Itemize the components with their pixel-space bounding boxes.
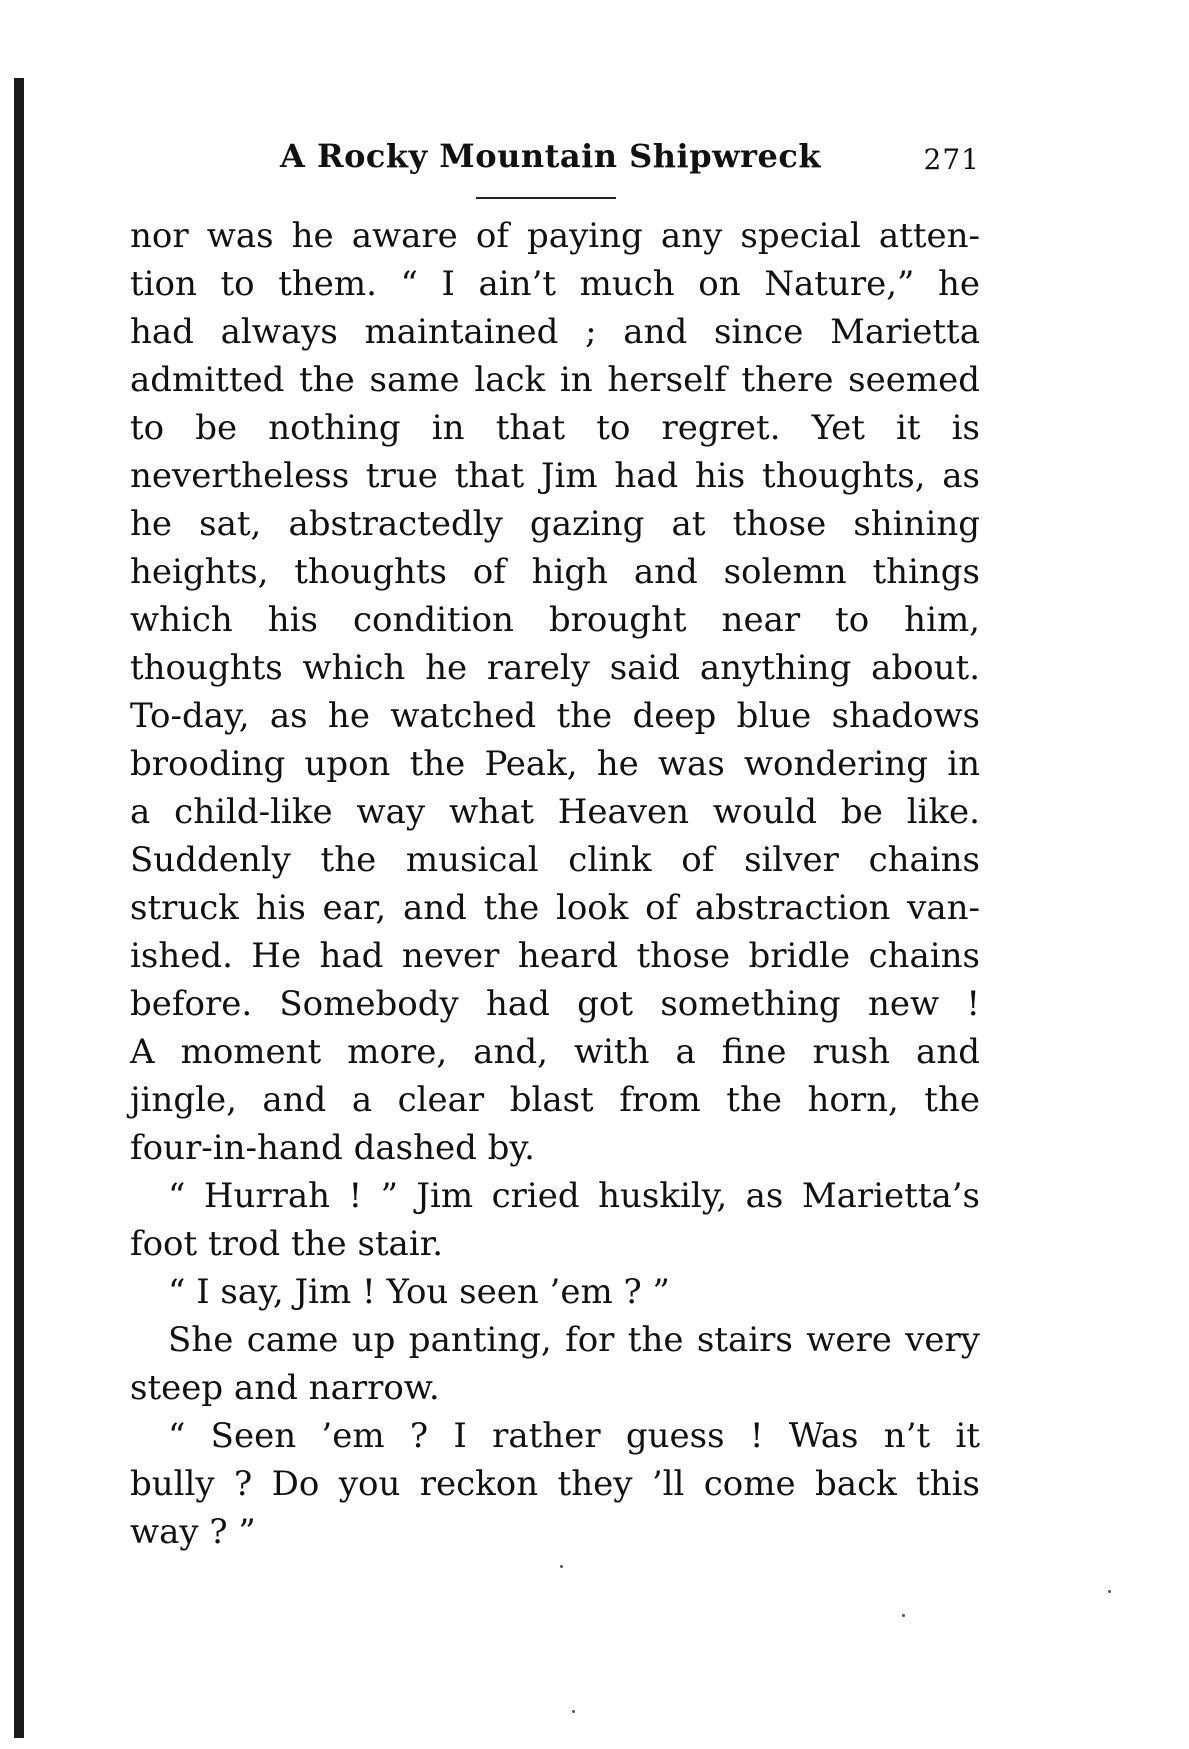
page-header (130, 137, 980, 177)
text-line: She came up panting, for the stairs were very (168, 1320, 980, 1360)
text-line: had always maintained ; and since Marietta (130, 312, 980, 352)
paper-speck (902, 1614, 905, 1617)
text-line: jingle, and a clear blast from the horn, the (130, 1080, 980, 1120)
text-line: admitted the same lack in herself there seemed (130, 360, 980, 400)
text-line: A moment more, and, with a fine rush and (130, 1032, 980, 1072)
text-line: he sat, abstractedly gazing at those shining (130, 504, 980, 544)
text-line: struck his ear, and the look of abstraction van- (130, 888, 980, 928)
dialogue-line: “ I say, Jim ! You seen ’em ? ” (168, 1272, 670, 1312)
paragraph-end-line: way ? ” (130, 1512, 256, 1552)
paper-speck (560, 1565, 563, 1568)
paragraph-end-line: steep and narrow. (130, 1368, 440, 1408)
paper-speck (1108, 1590, 1111, 1593)
text-line: heights, thoughts of high and solemn things (130, 552, 980, 592)
text-line: a child-like way what Heaven would be like. (130, 792, 980, 832)
text-line: brooding upon the Peak, he was wondering in (130, 744, 980, 784)
text-line: ished. He had never heard those bridle chains (130, 936, 980, 976)
text-line: bully ? Do you reckon they ’ll come back this (130, 1464, 980, 1504)
header-rule (476, 197, 616, 199)
body-text (130, 212, 980, 1556)
paper-speck (572, 1710, 575, 1713)
text-line: nor was he aware of paying any special atten- (130, 216, 980, 256)
text-line: to be nothing in that to regret. Yet it is (130, 408, 980, 448)
text-line: thoughts which he rarely said anything about. (130, 648, 980, 688)
text-line: nevertheless true that Jim had his thoughts, as (130, 456, 980, 496)
page-binding-edge (14, 78, 24, 1738)
text-line: “ Hurrah ! ” Jim cried huskily, as Marietta’s (168, 1176, 980, 1216)
text-line: “ Seen ’em ? I rather guess ! Was n’t it (168, 1416, 980, 1456)
text-line: To-day, as he watched the deep blue shadows (130, 696, 980, 736)
page-number: 271 (923, 143, 980, 176)
paragraph-end-line: four-in-hand dashed by. (130, 1128, 535, 1168)
running-title: A Rocky Mountain Shipwreck (280, 137, 821, 175)
text-line: before. Somebody had got something new ! (130, 984, 980, 1024)
text-line: tion to them. “ I ain’t much on Nature,” he (130, 264, 980, 304)
paragraph-end-line: foot trod the stair. (130, 1224, 444, 1264)
text-line: Suddenly the musical clink of silver chains (130, 840, 980, 880)
text-line: which his condition brought near to him, (130, 600, 980, 640)
